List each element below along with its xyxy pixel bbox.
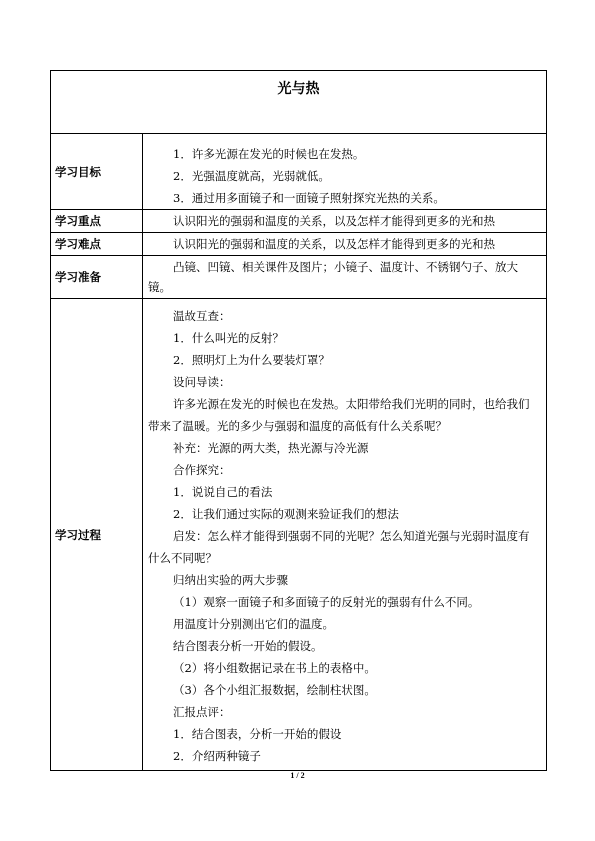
process-line: （2）将小组数据记录在书上的表格中。 xyxy=(173,661,376,675)
difficulties-label: 学习难点 xyxy=(51,233,143,256)
process-line: 补充：光源的两大类，热光源与冷光源 xyxy=(173,441,369,455)
process-line: 合作探究： xyxy=(173,463,231,477)
process-line: 2．让我们通过实际的观测来验证我们的想法 xyxy=(173,507,399,521)
key-points-content xyxy=(143,210,547,233)
lesson-plan-table xyxy=(50,70,547,771)
process-line: （3）各个小组汇报数据，绘制柱状图。 xyxy=(173,683,376,697)
process-line: 汇报点评： xyxy=(173,705,231,719)
preparation-label: 学习准备 xyxy=(51,256,143,299)
process-line: 许多光源在发光的时候也在发热。太阳带给我们光明的同时，也给我们 xyxy=(173,397,530,411)
goal-line: 2．光强温度就高，光弱就低。 xyxy=(173,169,330,183)
process-line: 启发：怎么样才能得到强弱不同的光呢？怎么知道光强与光弱时温度有 xyxy=(173,529,530,543)
process-line: 结合图表分析一开始的假设。 xyxy=(173,639,323,653)
preparation-line: 镜。 xyxy=(148,280,171,294)
process-line: 什么不同呢？ xyxy=(148,551,217,565)
preparation-content xyxy=(143,256,547,299)
goals-label: 学习目标 xyxy=(51,134,143,210)
process-line: 用温度计分别测出它们的温度。 xyxy=(173,617,334,631)
process-line: 设问导读： xyxy=(173,375,231,389)
difficulties-row xyxy=(51,233,547,256)
title-row xyxy=(51,71,547,134)
difficulties-content xyxy=(143,233,547,256)
process-row xyxy=(51,299,547,771)
page-title: 光与热 xyxy=(277,81,320,97)
process-line: 2．照明灯上为什么要装灯罩？ xyxy=(173,353,330,367)
process-line: 带来了温暖。光的多少与强弱和温度的高低有什么关系呢？ xyxy=(148,419,447,433)
key-points-label: 学习重点 xyxy=(51,210,143,233)
process-line: 1．什么叫光的反射？ xyxy=(173,331,284,345)
goal-line: 1．许多光源在发光的时候也在发热。 xyxy=(173,147,365,161)
difficulties-text: 认识阳光的强弱和温度的关系，以及怎样才能得到更多的光和热 xyxy=(173,237,495,251)
key-points-row xyxy=(51,210,547,233)
goal-line: 3．通过用多面镜子和一面镜子照射探究光热的关系。 xyxy=(173,191,445,205)
process-label: 学习过程 xyxy=(51,299,143,771)
page-number: 1 / 2 xyxy=(290,771,305,780)
preparation-row xyxy=(51,256,547,299)
process-line: 2．介绍两种镜子 xyxy=(173,749,261,763)
process-line: 1．结合图表，分析一开始的假设 xyxy=(173,727,342,741)
process-line: 温故互查： xyxy=(173,309,231,323)
process-line: 1．说说自己的看法 xyxy=(173,485,273,499)
goals-content xyxy=(143,134,547,210)
key-points-text: 认识阳光的强弱和温度的关系，以及怎样才能得到更多的光和热 xyxy=(173,214,495,228)
goals-row xyxy=(51,134,547,210)
title-cell xyxy=(51,71,547,134)
process-line: （1）观察一面镜子和多面镜子的反射光的强弱有什么不同。 xyxy=(173,595,480,609)
preparation-line: 凸镜、凹镜、相关课件及图片；小镜子、温度计、不锈钢勺子、放大 xyxy=(173,260,518,274)
process-line: 归纳出实验的两大步骤 xyxy=(173,573,288,587)
process-content xyxy=(143,299,547,771)
